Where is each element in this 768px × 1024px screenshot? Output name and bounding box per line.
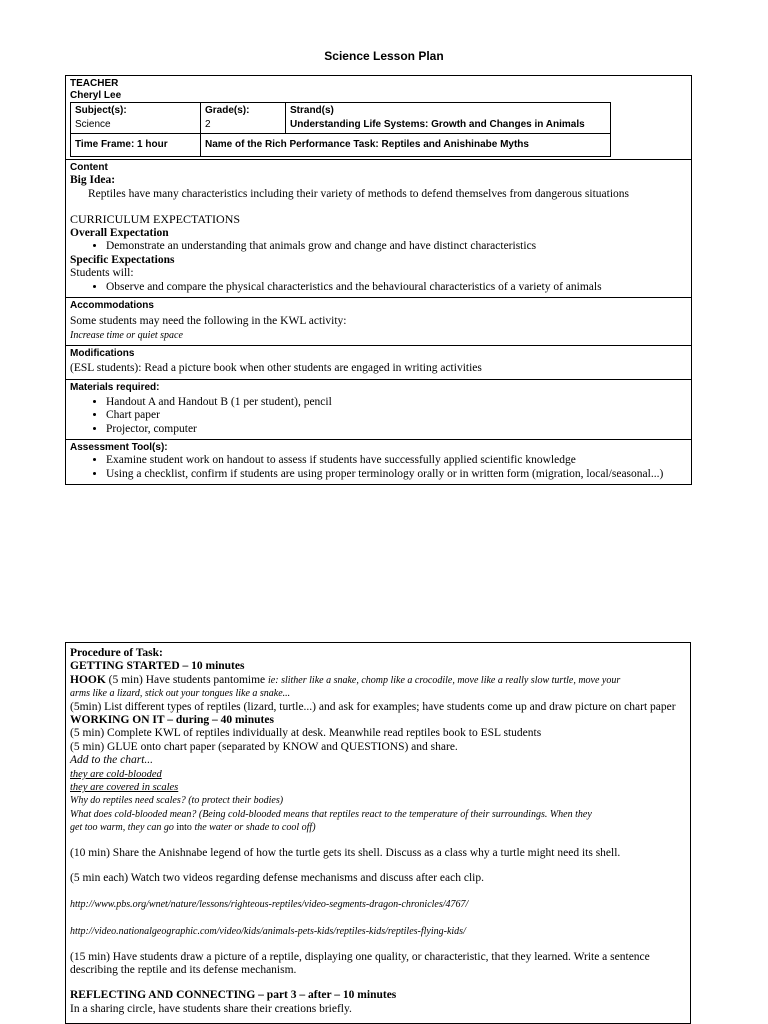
accommodations-text: Some students may need the following in the KWL activity: <box>70 315 347 327</box>
kwl-step: (5 min) Complete KWL of reptiles individually at desk. Meanwhile read reptiles book to ESL students <box>70 727 542 740</box>
specific-label: Specific Expectations <box>70 253 175 266</box>
legend-step: (10 min) Share the Anishnabe legend of how the turtle gets its shell. Discuss as a class why a turtle might need its shell. <box>70 846 621 859</box>
draw-step: (15 min) Have students draw a picture of a reptile, displaying one quality, or characteristic, that they learned. Write a sentence describing the reptile and its defense mechanism. <box>70 950 650 976</box>
subject-label: Subject(s): <box>75 105 127 116</box>
list-item: • Projector, computer <box>106 423 687 437</box>
big-idea-text: Reptiles have many characteristics including their variety of methods to defend themselves from dangerous situations <box>88 187 629 200</box>
hook-label: HOOK <box>70 673 106 686</box>
overall-list <box>70 240 687 254</box>
q2-part-c: the water or shade to cool off) <box>191 822 316 834</box>
list-types: (5min) List different types of reptiles (lizard, turtle...) and ask for examples; have students come up and draw picture on chart paper <box>70 700 676 713</box>
working-on-it-heading: WORKING ON IT – during – 40 minutes <box>70 714 274 727</box>
add-to-chart: Add to the chart... <box>70 754 154 767</box>
students-will: Students will: <box>70 267 134 279</box>
video-link-1[interactable]: http://www.pbs.org/wnet/nature/lessons/righteous-reptiles/video-segments-dragon-chronicles/4767/ <box>70 898 469 910</box>
teacher-label: TEACHER <box>70 78 119 89</box>
teacher-name: Cheryl Lee <box>70 90 122 101</box>
task-name: Name of the Rich Performance Task: Reptiles and Anishinabe Myths <box>201 134 611 157</box>
getting-started-heading: GETTING STARTED – 10 minutes <box>70 660 245 673</box>
info-table <box>70 102 611 157</box>
cold-blooded-question-2 <box>70 821 686 834</box>
time-frame: Time Frame: 1 hour <box>71 134 201 157</box>
list-item: • Handout A and Handout B (1 per student), pencil <box>106 396 687 410</box>
accommodations-label: Accommodations <box>70 300 154 311</box>
videos-step: (5 min each) Watch two videos regarding defense mechanisms and discuss after each clip. <box>70 872 484 885</box>
why-scales: Why do reptiles need scales? (to protect their bodies) <box>70 795 284 807</box>
strand-label: Strand(s) <box>290 105 334 116</box>
q2-part-b: into <box>176 822 192 834</box>
content-label: Content <box>70 162 108 173</box>
list-item: • Demonstrate an understanding that animals grow and change and have distinct characteristics <box>106 240 687 254</box>
hook-italic: ie: slither like a snake, chomp like a crocodile, move like a really slow turtle, move your <box>268 674 621 686</box>
materials-section <box>66 380 691 441</box>
video-link-2[interactable]: http://video.nationalgeographic.com/video/kids/animals-pets-kids/reptiles-kids/reptiles-flying-kids/ <box>70 925 466 937</box>
materials-list <box>70 396 687 437</box>
big-idea-label: Big Idea: <box>70 174 116 186</box>
teacher-section <box>66 76 691 102</box>
content-section <box>66 160 691 298</box>
glue-step: (5 min) GLUE onto chart paper (separated by KNOW and QUESTIONS) and share. <box>70 740 458 753</box>
procedure-box <box>65 642 691 1024</box>
hook-italic-2-tail: ... <box>282 688 291 700</box>
accommodations-section <box>66 298 691 346</box>
modifications-section <box>66 346 691 380</box>
hook-line-2 <box>70 687 686 700</box>
grade-value: 2 <box>205 119 211 130</box>
q2-part-a: get too warm, they can go <box>70 822 177 834</box>
sharing-step: In a sharing circle, have students share their creations briefly. <box>70 1002 352 1015</box>
modifications-text: (ESL students): Read a picture book when other students are engaged in writing activities <box>70 362 482 374</box>
list-item: • Examine student work on handout to assess if students have successfully applied scientific knowledge <box>106 454 687 468</box>
procedure-label: Procedure of Task: <box>70 647 163 659</box>
strand-value: Understanding Life Systems: Growth and Changes in Animals <box>290 119 585 130</box>
reflecting-heading: REFLECTING AND CONNECTING – part 3 – after – 10 minutes <box>70 989 397 1002</box>
overall-label: Overall Expectation <box>70 226 169 239</box>
subject-value: Science <box>75 119 111 130</box>
cold-blooded-note: they are cold-blooded <box>70 768 162 780</box>
list-item: • Using a checklist, confirm if students are using proper terminology orally or in written form (migration, local/seasonal...) <box>106 468 687 482</box>
page-title: Science Lesson Plan <box>324 49 444 63</box>
materials-label: Materials required: <box>70 381 160 393</box>
hook-italic-2: arms like a lizard, stick out your tongues like a snake <box>70 688 283 700</box>
scales-note: they are covered in scales <box>70 782 179 794</box>
cold-blooded-question: What does cold-blooded mean? (Being cold-blooded means that reptiles react to the temperature of their surroundings. When they <box>70 808 592 820</box>
modifications-label: Modifications <box>70 348 135 359</box>
accommodations-italic: Increase time or quiet space <box>70 329 183 341</box>
hook-line <box>70 674 686 687</box>
specific-list <box>70 281 687 295</box>
lesson-plan-table <box>65 75 692 485</box>
list-item: • Observe and compare the physical characteristics and the behavioural characteristics of a variety of animals <box>106 281 687 295</box>
list-item: • Chart paper <box>106 409 687 423</box>
curriculum-heading: CURRICULUM EXPECTATIONS <box>70 212 241 226</box>
assessment-label: Assessment Tool(s): <box>70 442 168 453</box>
hook-text: (5 min) Have students pantomime <box>105 673 269 686</box>
assessment-list <box>70 454 687 481</box>
assessment-section <box>66 440 691 484</box>
grade-label: Grade(s): <box>205 105 250 116</box>
